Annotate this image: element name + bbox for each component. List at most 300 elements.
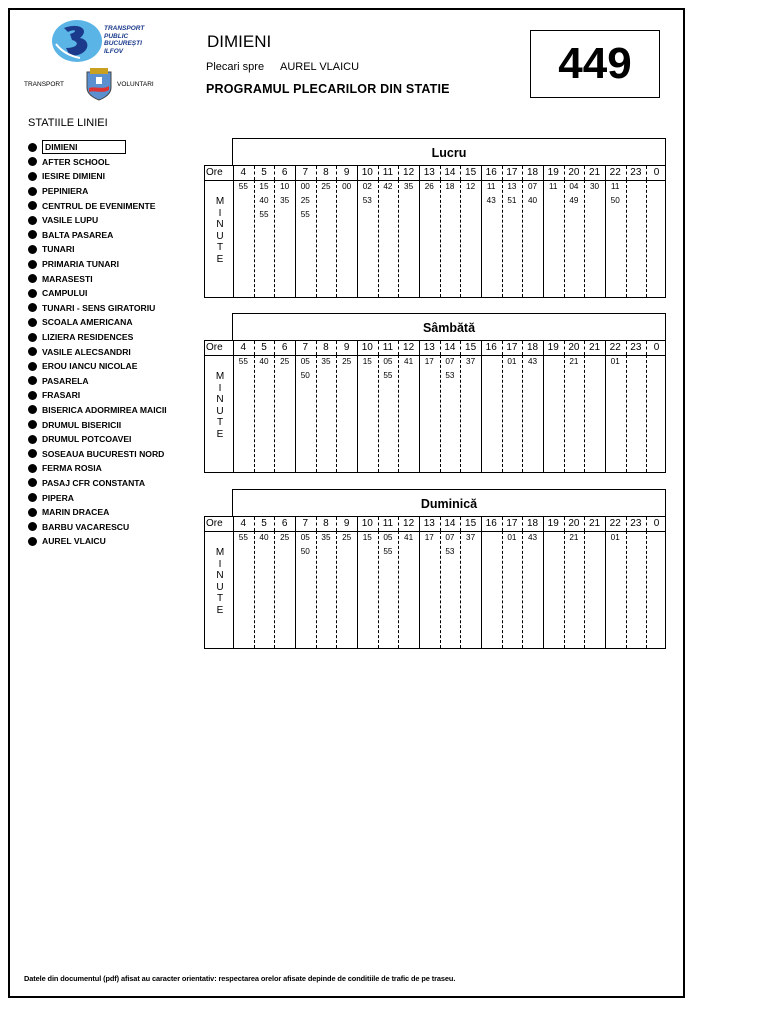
minute-cell: 11 <box>610 182 620 191</box>
minute-cell: 30 <box>589 182 600 191</box>
ore-label: Ore <box>206 342 223 353</box>
hour-cell: 21 <box>588 167 601 178</box>
partner-text-right: VOLUNTARI <box>117 81 154 88</box>
minute-cell: 01 <box>610 357 620 366</box>
minute-letter: N <box>216 570 224 581</box>
station-label: SCOALA AMERICANA <box>42 317 133 328</box>
station-label: DIMIENI <box>42 140 126 154</box>
station-label: SOSEAUA BUCURESTI NORD <box>42 448 165 459</box>
station-label: PEPINIERA <box>42 186 89 197</box>
minute-letter: M <box>215 371 225 382</box>
minute-cell: 07 <box>445 357 455 366</box>
hour-cell: 15 <box>465 342 477 353</box>
station-label: FRASARI <box>42 390 81 401</box>
day-title: Duminică <box>232 489 666 516</box>
station-item <box>28 417 208 432</box>
hour-cell: 11 <box>382 167 394 178</box>
footer-note: Datele din documentul (pdf) afisat au caracter orientativ: respectarea orelor afisate depinde de conditiile de trafic de pe traseu. <box>24 974 456 983</box>
hour-cell: 12 <box>403 518 415 529</box>
minute-cell: 25 <box>300 196 310 205</box>
minute-cell: 50 <box>300 547 310 556</box>
station-dot-icon <box>28 508 37 517</box>
column-divider <box>254 355 255 472</box>
minute-label <box>215 547 225 616</box>
column-divider <box>502 531 503 648</box>
station-item <box>28 301 208 316</box>
column-divider <box>419 531 420 648</box>
column-divider <box>481 355 482 472</box>
minute-cell: 41 <box>404 357 414 366</box>
station-dot-icon <box>28 216 37 225</box>
station-label: PASARELA <box>42 375 89 386</box>
direction-value: AUREL VLAICU <box>280 61 360 73</box>
column-divider <box>502 355 503 472</box>
minute-cell: 01 <box>507 533 517 542</box>
program-title: PROGRAMUL PLECARILOR DIN STATIE <box>206 82 450 96</box>
minute-cell: 51 <box>507 196 517 205</box>
column-divider <box>398 531 399 648</box>
hour-cell: 5 <box>261 342 267 353</box>
minute-cell: 25 <box>280 357 290 366</box>
column-divider <box>336 531 337 648</box>
minute-cell: 37 <box>466 533 476 542</box>
minute-cell: 25 <box>280 533 290 542</box>
hour-cell: 6 <box>281 167 288 178</box>
column-divider <box>357 531 358 648</box>
station-dot-icon <box>28 289 37 298</box>
minute-cell: 43 <box>528 533 538 542</box>
direction-label: Plecari spre <box>206 61 265 73</box>
minute-cell: 21 <box>569 533 579 542</box>
minute-cell: 37 <box>466 357 476 366</box>
hour-cell: 10 <box>361 342 373 353</box>
minute-cell: 55 <box>300 210 310 219</box>
hour-cell: 16 <box>485 342 497 353</box>
stations-title: STATIILE LINIEI <box>28 117 108 129</box>
hour-cell: 18 <box>527 342 539 353</box>
day-title: Sâmbătă <box>232 313 666 340</box>
hour-cell: 12 <box>403 342 415 353</box>
column-divider <box>543 531 544 648</box>
hour-cell: 19 <box>547 518 559 529</box>
column-divider <box>460 531 461 648</box>
minute-cell: 15 <box>362 357 372 366</box>
station-dot-icon <box>28 478 37 487</box>
minute-cell: 55 <box>238 533 248 542</box>
station-dot-icon <box>28 201 37 210</box>
hour-cell: 8 <box>323 342 329 353</box>
station-dot-icon <box>28 347 37 356</box>
hour-cell: 8 <box>323 518 329 529</box>
column-divider <box>584 180 585 297</box>
station-item <box>28 155 208 170</box>
column-divider <box>233 531 234 648</box>
station-label: IESIRE DIMIENI <box>42 171 106 182</box>
minute-cell: 35 <box>404 182 414 191</box>
column-divider <box>316 180 317 297</box>
minute-cell: 13 <box>507 182 517 191</box>
minute-cell: 25 <box>342 357 352 366</box>
station-item <box>28 534 208 549</box>
column-divider <box>233 355 234 472</box>
station-label: FERMA ROSIA <box>42 463 102 474</box>
column-divider <box>564 355 565 472</box>
hour-cell: 21 <box>588 342 601 353</box>
minute-cell: 40 <box>528 196 538 205</box>
station-item <box>28 505 208 520</box>
station-dot-icon <box>28 245 37 254</box>
minute-letter: N <box>216 394 224 405</box>
minute-cell: 07 <box>528 182 538 191</box>
hour-cell: 13 <box>423 342 435 353</box>
station-dot-icon <box>28 172 37 181</box>
minute-cell: 35 <box>280 196 290 205</box>
station-item <box>28 140 208 155</box>
hour-cell: 10 <box>361 518 373 529</box>
hour-cell: 22 <box>609 167 621 178</box>
minute-cell: 43 <box>486 196 496 205</box>
station-item <box>28 388 208 403</box>
column-divider <box>522 531 523 648</box>
column-divider <box>460 180 461 297</box>
station-label: PIPERA <box>42 492 74 503</box>
hour-cell: 19 <box>547 342 559 353</box>
station-dot-icon <box>28 420 37 429</box>
hour-cell: 5 <box>261 518 267 529</box>
minutes-body <box>204 355 666 473</box>
station-item <box>28 403 208 418</box>
hour-cell: 5 <box>261 167 267 178</box>
station-dot-icon <box>28 493 37 502</box>
station-item <box>28 228 208 243</box>
hour-cell: 16 <box>485 167 497 178</box>
column-divider <box>626 180 627 297</box>
minute-cell: 50 <box>300 371 310 380</box>
station-item <box>28 315 208 330</box>
station-dot-icon <box>28 303 37 312</box>
column-divider <box>419 355 420 472</box>
minute-cell: 00 <box>342 182 352 191</box>
voluntari-crest-icon <box>85 68 113 102</box>
station-item <box>28 286 208 301</box>
hour-cell: 18 <box>527 167 539 178</box>
column-divider <box>543 180 544 297</box>
minute-cell: 25 <box>342 533 352 542</box>
minute-cell: 35 <box>321 357 331 366</box>
minute-cell: 40 <box>259 357 269 366</box>
partner-text-left: TRANSPORT <box>24 81 64 88</box>
hour-cell: 4 <box>240 342 247 353</box>
minute-cell: 05 <box>300 357 310 366</box>
stop-name: DIMIENI <box>207 32 272 51</box>
minute-cell: 55 <box>383 371 393 380</box>
hour-cell: 12 <box>403 167 415 178</box>
hour-cell: 8 <box>323 167 329 178</box>
minute-cell: 04 <box>569 182 579 191</box>
stations-list <box>28 140 208 549</box>
hour-cell: 11 <box>382 518 394 529</box>
station-dot-icon <box>28 449 37 458</box>
column-divider <box>584 355 585 472</box>
minute-cell: 17 <box>424 533 434 542</box>
hour-cell: 20 <box>568 342 580 353</box>
day-title: Lucru <box>232 138 666 165</box>
minute-letter: U <box>216 581 224 593</box>
minute-cell: 40 <box>259 196 269 205</box>
column-divider <box>419 180 420 297</box>
minute-cell: 26 <box>424 182 434 191</box>
station-dot-icon <box>28 464 37 473</box>
minute-cell: 55 <box>383 547 393 556</box>
minute-cell: 40 <box>259 533 269 542</box>
minute-letter: I <box>218 207 222 219</box>
minute-cell: 11 <box>486 182 496 191</box>
hour-cell: 0 <box>653 342 660 353</box>
station-label: LIZIERA RESIDENCES <box>42 332 134 343</box>
hour-cell: 10 <box>361 167 373 178</box>
station-label: AUREL VLAICU <box>42 536 106 547</box>
minute-cell: 12 <box>466 182 476 191</box>
column-divider <box>646 355 647 472</box>
column-divider <box>646 531 647 648</box>
station-dot-icon <box>28 143 37 152</box>
hour-cell: 22 <box>609 518 621 529</box>
station-label: BARBU VACARESCU <box>42 521 130 532</box>
minute-cell: 15 <box>259 182 269 191</box>
station-dot-icon <box>28 537 37 546</box>
column-divider <box>605 355 606 472</box>
station-item <box>28 198 208 213</box>
hour-cell: 17 <box>506 518 518 529</box>
minute-letter: U <box>216 230 224 242</box>
column-divider <box>522 355 523 472</box>
hour-cell: 14 <box>444 342 456 353</box>
station-item <box>28 184 208 199</box>
minute-letter: I <box>218 382 222 394</box>
station-item <box>28 490 208 505</box>
column-divider <box>274 355 275 472</box>
minute-letter: I <box>218 558 222 570</box>
minute-cell: 53 <box>445 371 455 380</box>
minute-cell: 55 <box>259 210 269 219</box>
station-dot-icon <box>28 391 37 400</box>
station-item <box>28 461 208 476</box>
station-dot-icon <box>28 260 37 269</box>
station-item <box>28 257 208 272</box>
hour-cell: 23 <box>630 167 642 178</box>
minute-cell: 07 <box>445 533 455 542</box>
station-label: MARASESTI <box>42 273 93 284</box>
station-dot-icon <box>28 362 37 371</box>
column-divider <box>316 531 317 648</box>
station-label: VASILE LUPU <box>42 215 99 226</box>
column-divider <box>440 180 441 297</box>
column-divider <box>460 355 461 472</box>
station-dot-icon <box>28 157 37 166</box>
hour-cell: 19 <box>547 167 559 178</box>
column-divider <box>357 355 358 472</box>
station-dot-icon <box>28 187 37 196</box>
station-label: TUNARI - SENS GIRATORIU <box>42 302 156 313</box>
hour-cell: 7 <box>302 167 309 178</box>
minute-cell: 21 <box>569 357 579 366</box>
minute-letter: E <box>216 604 224 616</box>
hour-cell: 18 <box>527 518 539 529</box>
minute-cell: 25 <box>321 182 331 191</box>
column-divider <box>233 180 234 297</box>
station-item <box>28 344 208 359</box>
hour-cell: 4 <box>240 518 247 529</box>
minutes-body <box>204 531 666 649</box>
station-label: PRIMARIA TUNARI <box>42 259 120 270</box>
hour-cell: 23 <box>630 518 642 529</box>
minute-letter: T <box>216 242 224 253</box>
minute-letter: M <box>215 547 225 558</box>
minute-cell: 50 <box>610 196 620 205</box>
minute-cell: 41 <box>404 533 414 542</box>
station-label: BALTA PASAREA <box>42 229 114 240</box>
minute-letter: U <box>216 405 224 417</box>
station-dot-icon <box>28 230 37 239</box>
column-divider <box>336 355 337 472</box>
minute-cell: 55 <box>238 182 248 191</box>
hour-cell: 14 <box>444 518 456 529</box>
hour-cell: 13 <box>423 167 435 178</box>
minute-letter: M <box>215 196 225 207</box>
hour-cell: 15 <box>465 167 477 178</box>
station-label: CENTRUL DE EVENIMENTE <box>42 200 156 211</box>
station-dot-icon <box>28 274 37 283</box>
minute-label <box>215 196 225 265</box>
station-item <box>28 242 208 257</box>
station-label: MARIN DRACEA <box>42 507 110 518</box>
ore-label: Ore <box>206 518 223 529</box>
column-divider <box>316 355 317 472</box>
hour-cell: 20 <box>568 518 580 529</box>
minute-cell: 05 <box>383 533 393 542</box>
column-divider <box>584 531 585 648</box>
minute-cell: 53 <box>362 196 372 205</box>
station-label: DRUMUL POTCOAVEI <box>42 434 132 445</box>
minute-cell: 43 <box>528 357 538 366</box>
station-item <box>28 330 208 345</box>
minute-label <box>215 371 225 440</box>
hour-cell: 0 <box>653 167 660 178</box>
minute-letter: E <box>216 253 224 265</box>
station-label: TUNARI <box>42 244 75 255</box>
company-name: TRANSPORT PUBLIC BUCUREȘTI ILFOV <box>104 25 145 55</box>
minute-cell: 53 <box>445 547 455 556</box>
hour-cell: 21 <box>588 518 601 529</box>
column-divider <box>543 355 544 472</box>
minute-cell: 00 <box>300 182 310 191</box>
hours-header-row <box>204 516 666 532</box>
hour-cell: 9 <box>343 342 350 353</box>
minutes-body <box>204 180 666 298</box>
station-item <box>28 374 208 389</box>
minute-letter: E <box>216 428 224 440</box>
station-item <box>28 213 208 228</box>
hour-cell: 11 <box>382 342 394 353</box>
hour-cell: 14 <box>444 167 456 178</box>
station-item <box>28 476 208 491</box>
minute-cell: 05 <box>383 357 393 366</box>
minute-cell: 11 <box>548 182 558 191</box>
minute-cell: 10 <box>280 182 290 191</box>
column-divider <box>605 531 606 648</box>
station-item <box>28 519 208 534</box>
minute-letter: N <box>216 219 224 230</box>
route-number-box <box>530 30 660 98</box>
column-divider <box>646 180 647 297</box>
minute-cell: 05 <box>300 533 310 542</box>
column-divider <box>564 531 565 648</box>
station-item <box>28 169 208 184</box>
minute-letter: T <box>216 417 224 428</box>
minute-cell: 02 <box>362 182 372 191</box>
column-divider <box>398 180 399 297</box>
hour-cell: 17 <box>506 167 518 178</box>
column-divider <box>398 355 399 472</box>
hour-cell: 4 <box>240 167 247 178</box>
column-divider <box>481 531 482 648</box>
minute-cell: 01 <box>610 533 620 542</box>
station-item <box>28 271 208 286</box>
hour-cell: 16 <box>485 518 497 529</box>
station-item <box>28 432 208 447</box>
station-dot-icon <box>28 333 37 342</box>
minute-letter: T <box>216 593 224 604</box>
station-dot-icon <box>28 435 37 444</box>
station-label: DRUMUL BISERICII <box>42 419 122 430</box>
station-label: BISERICA ADORMIREA MAICII <box>42 404 167 415</box>
hour-cell: 23 <box>630 342 642 353</box>
hour-cell: 9 <box>343 518 350 529</box>
station-label: PASAJ CFR CONSTANTA <box>42 477 146 488</box>
station-label: VASILE ALECSANDRI <box>42 346 131 357</box>
hour-cell: 9 <box>343 167 350 178</box>
hour-cell: 0 <box>653 518 660 529</box>
hours-header-row <box>204 340 666 356</box>
station-dot-icon <box>28 318 37 327</box>
minute-cell: 18 <box>445 182 455 191</box>
hours-header-row <box>204 165 666 181</box>
station-dot-icon <box>28 405 37 414</box>
hour-cell: 15 <box>465 518 477 529</box>
hour-cell: 6 <box>281 518 288 529</box>
station-label: CAMPULUI <box>42 288 88 299</box>
hour-cell: 7 <box>302 342 309 353</box>
station-dot-icon <box>28 522 37 531</box>
station-item <box>28 359 208 374</box>
minute-cell: 55 <box>238 357 248 366</box>
ore-label: Ore <box>206 167 223 178</box>
hour-cell: 7 <box>302 518 309 529</box>
hour-cell: 6 <box>281 342 288 353</box>
tpbi-logo <box>50 18 104 64</box>
column-divider <box>626 531 627 648</box>
station-label: EROU IANCU NICOLAE <box>42 361 138 372</box>
column-divider <box>274 531 275 648</box>
station-item <box>28 446 208 461</box>
minute-cell: 42 <box>383 182 393 191</box>
minute-cell: 17 <box>424 357 434 366</box>
minute-cell: 49 <box>569 196 579 205</box>
minute-cell: 15 <box>362 533 372 542</box>
hour-cell: 13 <box>423 518 435 529</box>
column-divider <box>626 355 627 472</box>
hour-cell: 22 <box>609 342 621 353</box>
